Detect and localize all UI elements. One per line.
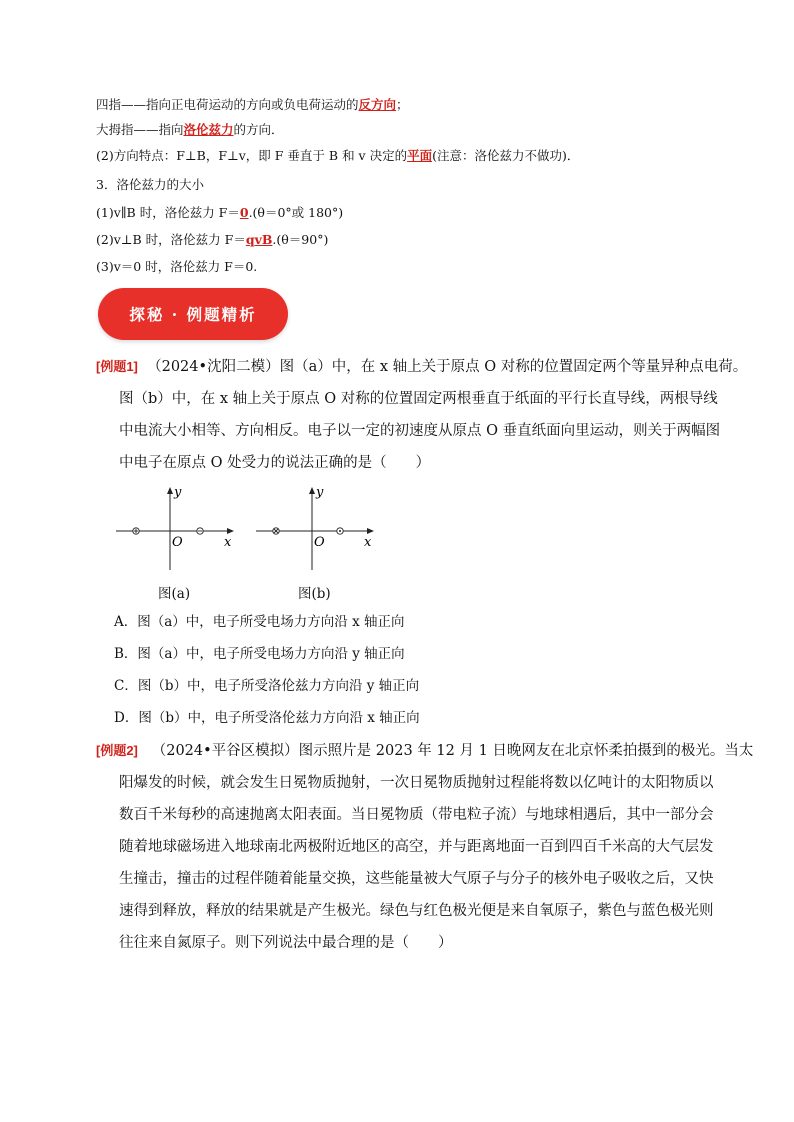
text-line-zero-velocity bbox=[96, 259, 257, 275]
highlight-answer: qvB bbox=[245, 232, 273, 247]
text: 的方向． bbox=[233, 122, 284, 137]
text-line-direction bbox=[96, 148, 579, 164]
text: （2024•平谷区模拟）图示照片是 2023 年 12 月 1 日晚网友在北京怀柔拍摄到的极光。当太 bbox=[151, 743, 754, 759]
text: (1)v∥B 时，洛伦兹力 F＝ bbox=[96, 205, 240, 220]
text: 阳爆发的时候，就会发生日冕物质抛射，一次日冕物质抛射过程能将数以亿吨计的太阳物质以 bbox=[119, 775, 714, 791]
example1-line-1 bbox=[96, 358, 747, 376]
text: .(θ＝0°或 180°) bbox=[248, 205, 344, 220]
example2-line-4 bbox=[119, 838, 714, 856]
dot bbox=[339, 530, 341, 532]
text: （2024•沈阳二模）图（a）中，在 x 轴上关于原点 O 对称的位置固定两个等量异种点电荷。 bbox=[147, 359, 748, 375]
text: 往往来自氮原子。则下列说法中最合理的是（ ） bbox=[119, 935, 453, 951]
highlight-answer: 平面 bbox=[407, 148, 433, 163]
text: 速得到释放，释放的结果就是产生极光。绿色与红色极光便是来自氧原子，紫色与蓝色极光则 bbox=[119, 903, 714, 919]
option-b: B．图（a）中，电子所受电场力方向沿 y 轴正向 bbox=[114, 646, 405, 662]
banner-label: 探秘 · 例题精析 bbox=[129, 305, 257, 324]
example1-line-3 bbox=[119, 422, 720, 440]
axis-label-x: x bbox=[224, 535, 232, 550]
text: (2)v⊥B 时，洛伦兹力 F＝ bbox=[96, 232, 246, 247]
y-axis-arrow bbox=[167, 487, 173, 494]
example2-line-5 bbox=[119, 870, 714, 888]
example2-line-6 bbox=[119, 902, 714, 920]
section-heading-magnitude bbox=[96, 177, 204, 193]
text-line-four-fingers bbox=[96, 97, 409, 113]
axis-label-x: x bbox=[364, 535, 372, 550]
text: 图（b）中，在 x 轴上关于原点 O 对称的位置固定两根垂直于纸面的平行长直导线，两根导线 bbox=[119, 391, 718, 407]
x-axis-arrow bbox=[367, 528, 374, 534]
axis-label-y: y bbox=[316, 485, 324, 500]
example2-line-2 bbox=[119, 774, 714, 792]
origin-label: O bbox=[314, 535, 325, 550]
text: 四指——指向正电荷运动的方向或负电荷运动的 bbox=[96, 97, 359, 112]
text: 3．洛伦兹力的大小 bbox=[96, 177, 204, 192]
highlight-answer: 0 bbox=[239, 205, 249, 220]
example1-line-2 bbox=[119, 390, 718, 408]
example-tag: [例题2] bbox=[96, 743, 138, 758]
text: 中电子在原点 O 处受力的说法正确的是（ ） bbox=[119, 455, 431, 471]
figure-b-label: 图(b) bbox=[298, 586, 331, 602]
text: .(θ＝90°) bbox=[272, 232, 329, 247]
highlight-answer: 反方向 bbox=[358, 97, 397, 112]
text: 大拇指——指向 bbox=[96, 122, 184, 137]
highlight-answer: 洛伦兹力 bbox=[183, 122, 234, 137]
figure-a-diagram bbox=[114, 482, 244, 577]
axis-label-y: y bbox=[174, 485, 182, 500]
text: 数百千米每秒的高速抛离太阳表面。当日冕物质（带电粒子流）与地球相遇后，其中一部分会 bbox=[119, 807, 714, 823]
text: 中电流大小相等、方向相反。电子以一定的初速度从原点 O 垂直纸面向里运动，则关于两幅图 bbox=[119, 423, 721, 439]
text-line-thumb bbox=[96, 122, 284, 138]
example2-line-3 bbox=[119, 806, 714, 824]
section-banner bbox=[98, 288, 288, 340]
figure-b-diagram bbox=[254, 482, 384, 577]
option-a: A．图（a）中，电子所受电场力方向沿 x 轴正向 bbox=[114, 614, 405, 630]
example1-line-4 bbox=[119, 454, 430, 472]
text: 生撞击，撞击的过程伴随着能量交换，这些能量被大气原子与分子的核外电子吸收之后，又快 bbox=[119, 871, 714, 887]
figure-a-label: 图(a) bbox=[158, 586, 191, 602]
y-axis-arrow bbox=[309, 487, 315, 494]
example-tag: [例题1] bbox=[96, 359, 138, 374]
example2-line-7 bbox=[119, 934, 453, 952]
text: (3)v＝0 时，洛伦兹力 F＝0. bbox=[96, 259, 258, 274]
text: (2)方向特点：F⊥B，F⊥v，即 F 垂直于 B 和 v 决定的 bbox=[96, 148, 408, 163]
origin-label: O bbox=[172, 535, 183, 550]
x-axis-arrow bbox=[227, 528, 234, 534]
text-line-parallel bbox=[96, 205, 343, 221]
text-line-perpendicular bbox=[96, 232, 328, 248]
option-c: C．图（b）中，电子所受洛伦兹力方向沿 y 轴正向 bbox=[114, 678, 420, 694]
text: 随着地球磁场进入地球南北两极附近地区的高空，并与距离地面一百到四百千米高的大气层发 bbox=[119, 839, 714, 855]
example2-line-1 bbox=[96, 742, 753, 760]
text: ； bbox=[396, 97, 409, 112]
option-d: D．图（b）中，电子所受洛伦兹力方向沿 x 轴正向 bbox=[114, 710, 420, 726]
text: (注意：洛伦兹力不做功)． bbox=[432, 148, 580, 163]
